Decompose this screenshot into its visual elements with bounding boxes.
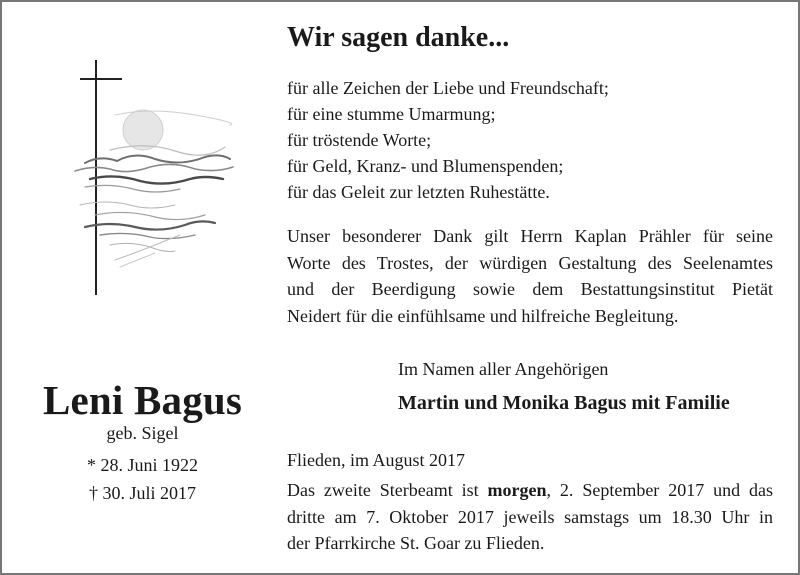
special-thanks-line: Unser besonderer Dank gilt Herrn Kaplan Prähler für seine	[287, 226, 773, 246]
birth-date: * 28. Juni 1922	[86, 455, 198, 475]
notice-line: dritte am 7. Oktober 2017 jeweils samstags um 18.30 Uhr in	[287, 506, 773, 527]
thanks-reasons-list	[287, 75, 609, 205]
family-intro: Im Namen aller Angehörigen	[398, 359, 609, 379]
notice-text: Das zweite Sterbeamt ist	[287, 480, 488, 500]
thanks-heading: Wir sagen danke...	[287, 22, 510, 53]
family-names: Martin und Monika Bagus mit Familie	[398, 392, 730, 414]
notice-line	[287, 477, 773, 504]
place-date: Flieden, im August 2017	[287, 450, 466, 470]
birth-name: geb. Sigel	[106, 423, 179, 443]
sun-icon	[123, 110, 163, 150]
deceased-name: Leni Bagus	[42, 377, 243, 423]
death-date: † 30. Juli 2017	[88, 483, 196, 503]
memorial-column	[0, 0, 285, 575]
reason-item: für eine stumme Umarmung;	[287, 104, 496, 124]
special-thanks-line: Worte des Trostes, der würdigen Gestaltung des Seelenamtes	[287, 252, 773, 273]
reason-item: für das Geleit zur letzten Ruhestätte.	[287, 182, 550, 202]
special-thanks-line: Neidert für die einfühlsame und hilfreiche Begleitung.	[287, 305, 679, 326]
memorial-artwork	[55, 55, 245, 295]
reason-item: für tröstende Worte;	[287, 130, 432, 150]
reason-item: für Geld, Kranz- und Blumenspenden;	[287, 156, 564, 176]
special-thanks-line: und der Beerdigung sowie dem Bestattungsinstitut Pietät	[287, 279, 773, 299]
notice-text: , 2. September 2017 und das	[546, 480, 773, 500]
reason-item: für alle Zeichen der Liebe und Freundschaft;	[287, 78, 609, 98]
special-thanks-paragraph	[287, 223, 773, 329]
mass-notice	[287, 477, 773, 557]
notice-line: der Pfarrkirche St. Goar zu Flieden.	[287, 533, 545, 553]
notice-emphasis: morgen	[487, 480, 547, 500]
